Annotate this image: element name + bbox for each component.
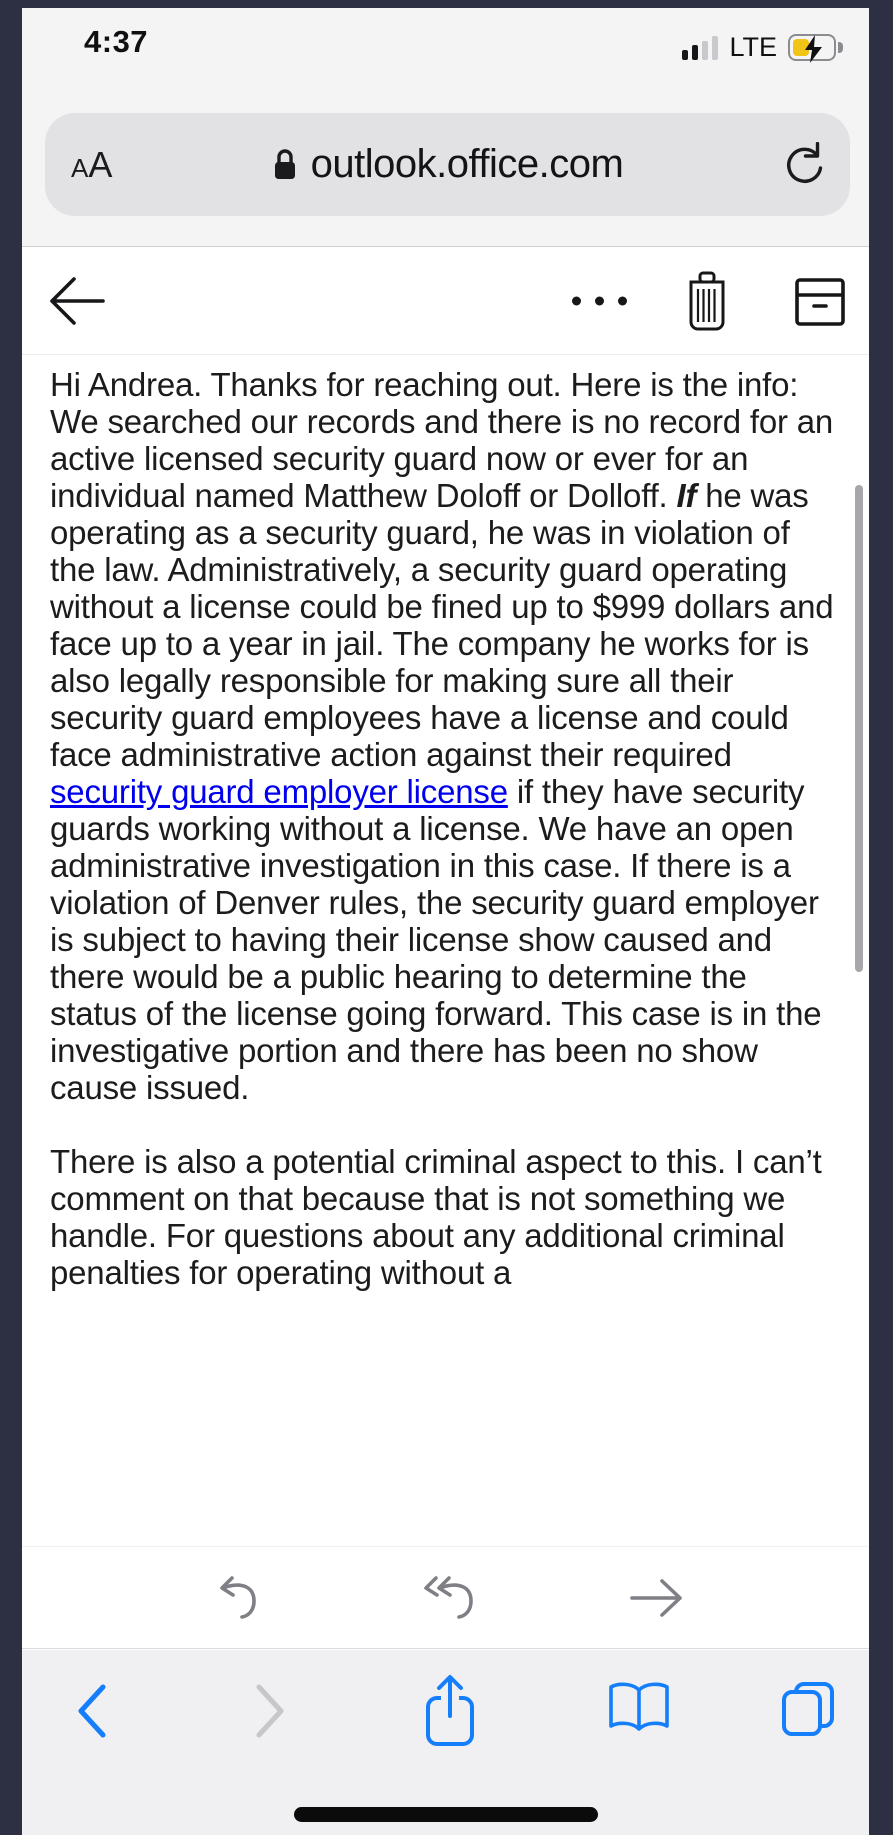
delete-button[interactable] bbox=[684, 270, 730, 332]
chevron-left-icon bbox=[74, 1682, 110, 1740]
email-text-segment: If bbox=[676, 477, 697, 514]
battery-cap bbox=[838, 42, 843, 53]
safari-screen bbox=[22, 8, 869, 1835]
email-toolbar bbox=[22, 248, 869, 355]
trash-icon bbox=[684, 270, 730, 332]
reply-toolbar bbox=[22, 1546, 869, 1649]
reply-all-button[interactable] bbox=[421, 1573, 483, 1623]
open-book-icon bbox=[606, 1680, 672, 1736]
tabs-button[interactable] bbox=[779, 1680, 837, 1738]
chevron-right-icon bbox=[252, 1682, 288, 1740]
email-paragraph bbox=[50, 366, 841, 1106]
refresh-icon bbox=[782, 142, 824, 188]
lock-icon bbox=[272, 148, 298, 182]
email-text-segment: There is also a potential criminal aspect to this. I can’t comment on that because that is not something we handle. For questions about any additional criminal penalties for operating without a bbox=[50, 1143, 822, 1291]
share-button[interactable] bbox=[421, 1672, 479, 1750]
forward-arrow-icon bbox=[628, 1577, 686, 1619]
back-arrow-icon bbox=[46, 272, 108, 330]
scrollbar-thumb[interactable] bbox=[855, 485, 863, 972]
archive-icon bbox=[794, 273, 846, 329]
bookmarks-button[interactable] bbox=[606, 1680, 672, 1736]
email-paragraph bbox=[50, 1143, 841, 1291]
archive-button[interactable] bbox=[794, 273, 846, 329]
status-time: 4:37 bbox=[84, 24, 149, 59]
battery-icon bbox=[788, 34, 843, 61]
status-icons bbox=[682, 32, 843, 63]
security-guard-employer-license-link[interactable]: security guard employer license bbox=[50, 773, 508, 810]
browser-top-chrome bbox=[22, 8, 869, 247]
tabs-icon bbox=[779, 1680, 837, 1738]
refresh-button[interactable] bbox=[782, 142, 824, 188]
network-type-label: LTE bbox=[729, 32, 777, 62]
reply-button[interactable] bbox=[214, 1573, 266, 1623]
charging-bolt-icon bbox=[801, 34, 827, 64]
ellipsis-icon bbox=[572, 297, 581, 306]
address-bar-content bbox=[45, 113, 850, 216]
cellular-signal-icon bbox=[682, 36, 718, 60]
reply-all-icon bbox=[421, 1573, 483, 1623]
reply-icon bbox=[214, 1573, 266, 1623]
home-indicator[interactable] bbox=[294, 1807, 598, 1822]
email-body bbox=[22, 356, 869, 1546]
email-text-segment: he was operating as a security guard, he was in violation of the law. Administratively, a security guard operating without a license could be fined up to $999 dollars and face up to a year in jail. The company he works for is also legally responsible for making sure all their security guard employees have a license and could face administrative action against their required bbox=[50, 477, 834, 773]
email-text-segment: if they have security guards working without a license. We have an open administrative investigation in this case. If there is a violation of Denver rules, the security guard employer is subject to having their license show caused and there would be a public hearing to determine the status of the license going forward. This case is in the investigative portion and there has been no show cause issued. bbox=[50, 773, 822, 1106]
text-size-button[interactable]: AA bbox=[71, 143, 113, 185]
url-domain: outlook.office.com bbox=[310, 142, 624, 186]
browser-forward-button[interactable] bbox=[252, 1682, 288, 1740]
forward-button[interactable] bbox=[628, 1577, 686, 1619]
back-button[interactable] bbox=[46, 272, 108, 330]
email-text-segment: Hi Andrea. Thanks for reaching out. Here is the info: We searched our records and there is no record for an active licensed security guard now or ever for an individual named Matthew Doloff or Dolloff. bbox=[50, 366, 834, 514]
share-icon bbox=[421, 1672, 479, 1750]
browser-back-button[interactable] bbox=[74, 1682, 110, 1740]
more-options-button[interactable] bbox=[572, 297, 627, 306]
address-bar[interactable] bbox=[45, 113, 850, 216]
